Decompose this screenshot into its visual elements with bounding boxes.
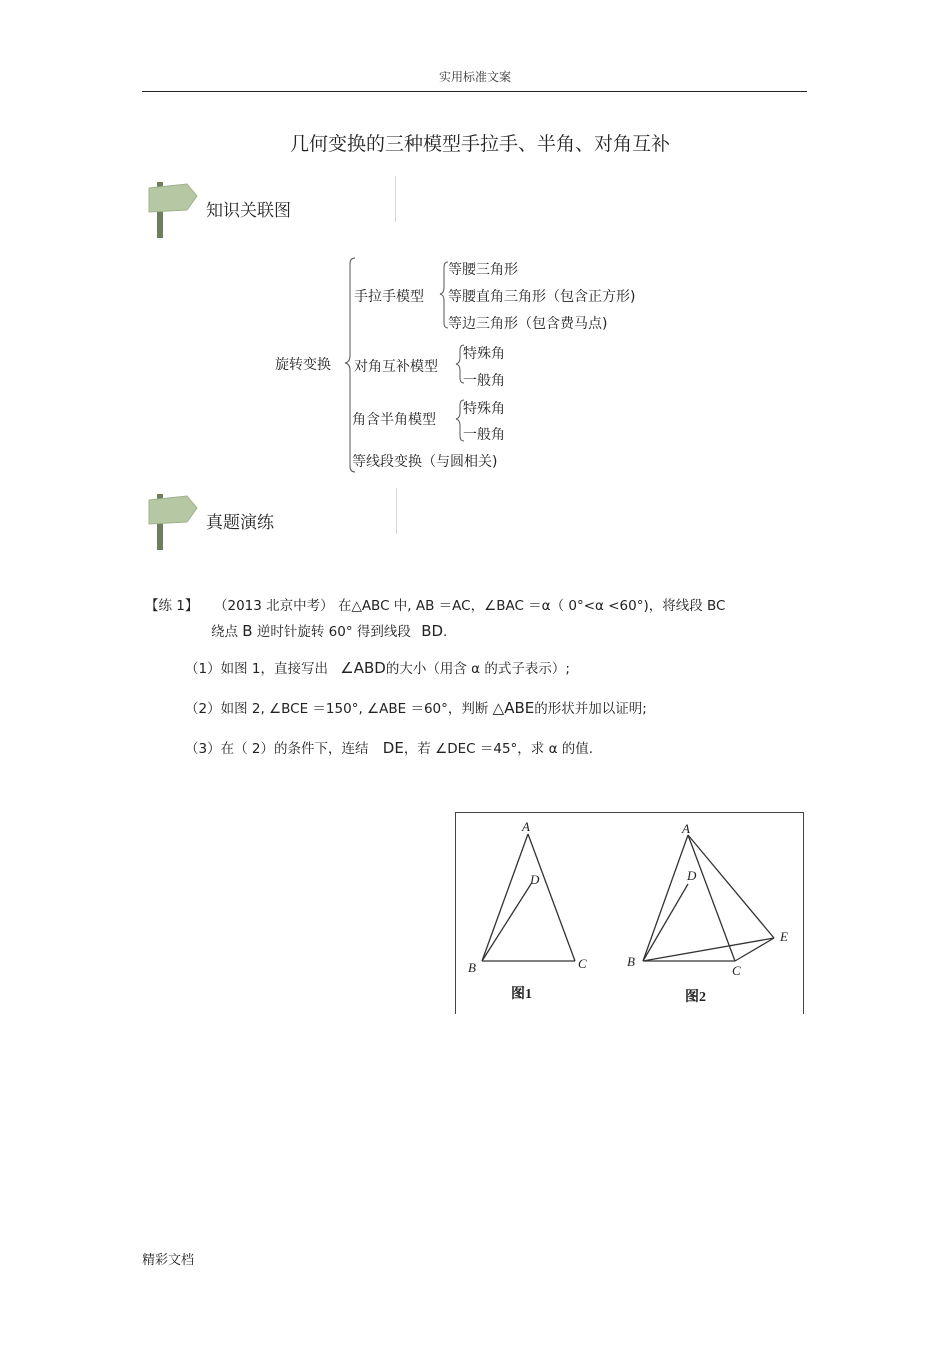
tree-leaf: 等腰直角三角形（包含正方形) bbox=[448, 289, 636, 305]
tree-root: 旋转变换 bbox=[275, 357, 331, 373]
fig2-label-A: A bbox=[682, 821, 690, 836]
fig1-label-C: C bbox=[578, 956, 587, 971]
signpost-icon bbox=[143, 182, 203, 238]
problem-tag: 【练 1】 bbox=[145, 598, 199, 614]
geometry-figures bbox=[455, 812, 804, 1014]
section-divider bbox=[396, 488, 397, 534]
tree-branch-banjiao: 角含半角模型 bbox=[352, 412, 436, 428]
section-title-knowledge: 知识关联图 bbox=[206, 201, 291, 221]
question-3: （3）在（ 2）的条件下，连结 DE，若 ∠DEC ＝45°，求 α 的值. bbox=[185, 739, 594, 757]
tree-leaf: 等边三角形（包含费马点) bbox=[448, 316, 608, 332]
fig2-label-E: E bbox=[780, 929, 788, 944]
section-divider bbox=[395, 176, 396, 222]
page-header: 实用标准文案 bbox=[438, 70, 511, 84]
fig1-label-D: D bbox=[530, 872, 540, 887]
fig1-label-B: B bbox=[468, 960, 476, 975]
tree-branch-shoulashou: 手拉手模型 bbox=[354, 289, 424, 305]
tree-leaf: 一般角 bbox=[463, 427, 505, 443]
question-2: （2）如图 2, ∠BCE ＝150°, ∠ABE ＝60°，判断 △ABE的形状并加以证明; bbox=[185, 699, 647, 717]
signpost-icon bbox=[143, 494, 203, 550]
tree-leaf: 特殊角 bbox=[463, 346, 505, 362]
figure-2-caption: 图2 bbox=[685, 990, 706, 1005]
problem-statement-line2: 绕点 B 逆时针旋转 60° 得到线段 BD. bbox=[211, 622, 448, 640]
section-title-practice: 真题演练 bbox=[206, 513, 274, 533]
tree-leaf: 等腰三角形 bbox=[448, 262, 518, 278]
fig2-label-C: C bbox=[732, 963, 741, 978]
header-divider bbox=[142, 91, 807, 92]
figure-2-diagram bbox=[643, 835, 774, 961]
tree-branch-dengxian: 等线段变换（与圆相关) bbox=[352, 454, 498, 470]
tree-leaf: 特殊角 bbox=[463, 401, 505, 417]
question-1: （1）如图 1，直接写出 ∠ABD的大小（用含 α 的式子表示）; bbox=[185, 659, 570, 677]
tree-branch-duijiao: 对角互补模型 bbox=[354, 359, 438, 375]
figure-1-diagram bbox=[482, 834, 575, 961]
problem-statement-line1: （2013 北京中考） 在△ABC 中, AB ＝AC，∠BAC ＝α（ 0°<α <60°)，将线段 BC bbox=[214, 598, 726, 614]
tree-leaf: 一般角 bbox=[463, 373, 505, 389]
fig2-label-D: D bbox=[687, 868, 697, 883]
fig2-label-B: B bbox=[627, 954, 635, 969]
figure-1-caption: 图1 bbox=[511, 987, 532, 1002]
document-title: 几何变换的三种模型手拉手、半角、对角互补 bbox=[289, 133, 670, 155]
page-footer: 精彩文档 bbox=[142, 1253, 195, 1268]
fig1-label-A: A bbox=[522, 819, 530, 834]
